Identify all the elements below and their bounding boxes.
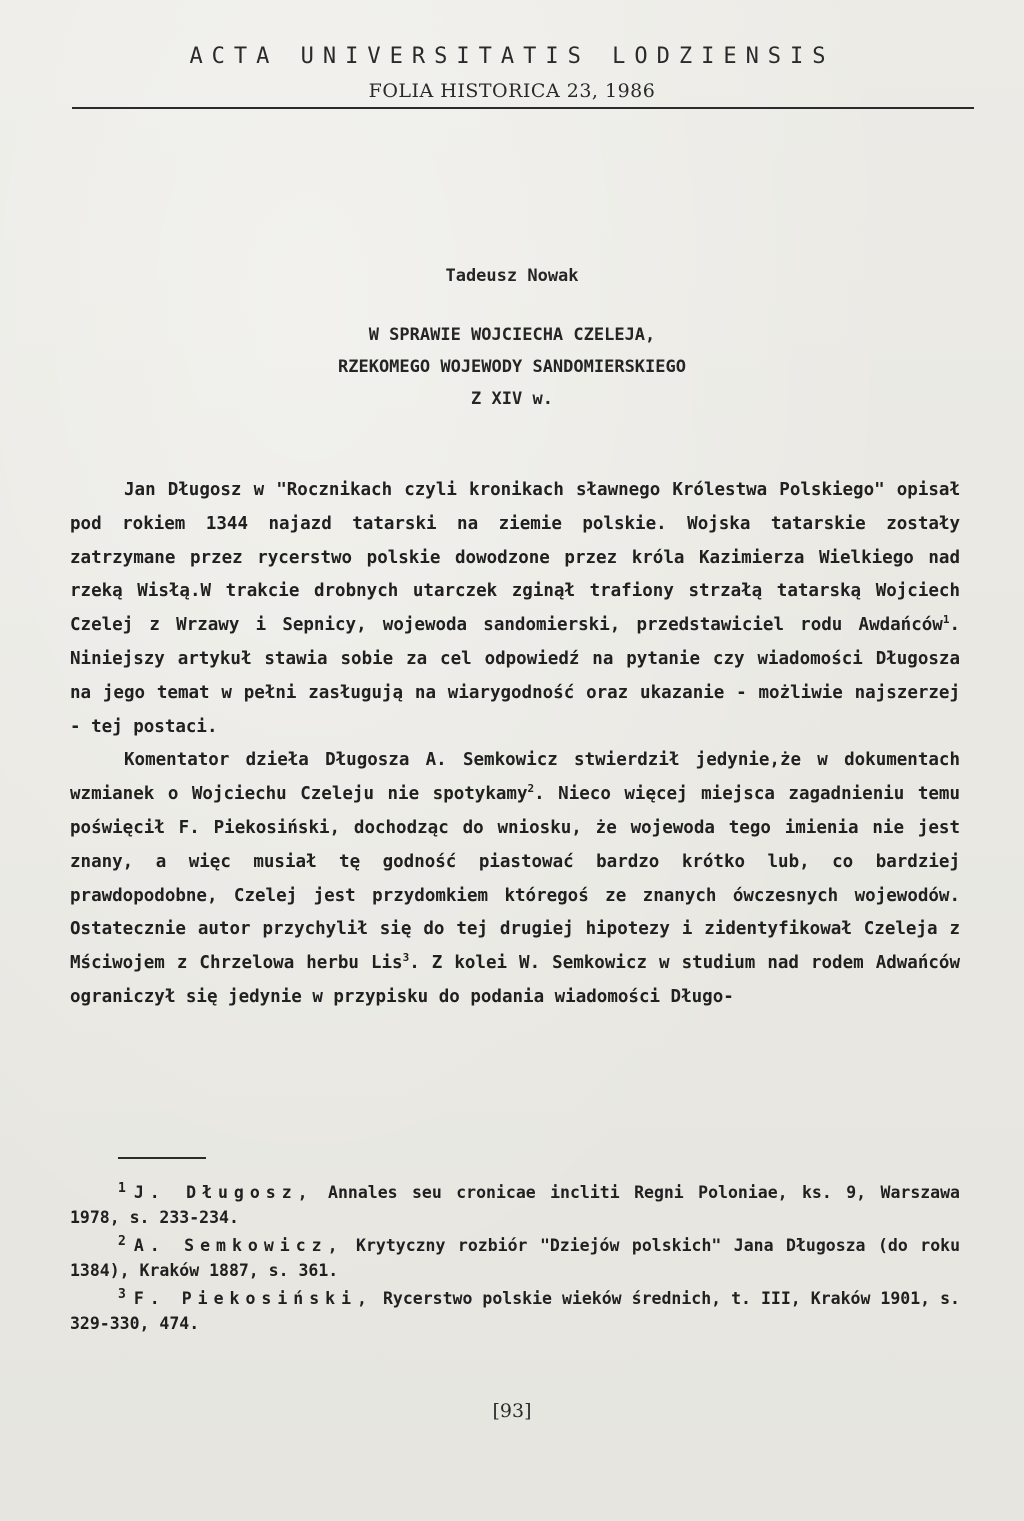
footnote-text: Krytyczny rozbiór "Dziejów polskich" Jana Długosza (do roku 1384), Kraków 1887, s. 361. bbox=[70, 1236, 961, 1280]
footnote: 1 J. Długosz, Annales seu cronicae incliti Regni Poloniae, ks. 9, Warszawa 1978, s. 233-234. bbox=[70, 1180, 960, 1227]
footnote: 3 F. Piekosiński, Rycerstwo polskie wieków średnich, t. III, Kraków 1901, s. 329-330, 474. bbox=[70, 1286, 960, 1333]
footnote-author: F. Piekosiński, bbox=[133, 1289, 373, 1308]
paragraph-text: . Z kolei W. Semkowicz w studium nad rodem Adwańców ograniczył się jedynie w przypisku do podania wiadomości Długo- bbox=[70, 953, 960, 1007]
paragraph-text: . Nieco więcej miejsca zagadnieniu temu poświęcił F. Piekosiński, dochodząc do wniosku, że wojewoda tego imienia nie jest znany, a więc musiał tę godność piastować bardzo krótko lub, co bardziej prawdopodobne, Czelej jest przydomkiem któregoś ze znanych ówczesnych wojewodów. Ostatecznie autor przychylił się do tej drugiej hipotezy i zidentyfikował Czeleja z Mściwojem z Chrzelowa herbu Lis bbox=[70, 784, 960, 974]
footnote-ref: 1 bbox=[942, 613, 950, 627]
footnote-text: Rycerstwo polskie wieków średnich, t. III, Kraków 1901, s. 329-330, 474. bbox=[70, 1289, 960, 1333]
journal-series-title: ACTA UNIVERSITATIS LODZIENSIS bbox=[189, 44, 835, 69]
paragraph-text: . Niniejszy artykuł stawia sobie za cel odpowiedź na pytanie czy wiadomości Długosza na jego temat w pełni zasługują na wiarygodność oraz ukazanie - możliwie najszerzej - tej postaci. bbox=[70, 615, 960, 737]
paragraph-text: Komentator dzieła Długosza A. Semkowicz stwierdził jedynie,że w dokumentach wzmianek o Wojciechu Czeleju nie spotykamy bbox=[70, 750, 960, 805]
paragraph bbox=[70, 474, 960, 744]
footnote-ref: 3 bbox=[402, 951, 410, 965]
article-author: Tadeusz Nowak bbox=[445, 266, 579, 286]
article-title-line: W SPRAWIE WOJCIECHA CZELEJA, bbox=[368, 325, 656, 345]
footnote-author: A. Semkowicz, bbox=[133, 1236, 344, 1255]
footnote-author: J. Długosz, bbox=[133, 1183, 314, 1202]
page-number: [93] bbox=[492, 1400, 532, 1422]
article-title-line: RZEKOMEGO WOJEWODY SANDOMIERSKIEGO bbox=[338, 357, 686, 377]
header-rule bbox=[72, 107, 974, 109]
paragraph bbox=[70, 744, 960, 1014]
journal-issue: FOLIA HISTORICA 23, 1986 bbox=[368, 80, 656, 102]
footnote-separator bbox=[118, 1157, 206, 1159]
footnote: 2 A. Semkowicz, Krytyczny rozbiór "Dziejów polskich" Jana Długosza (do roku 1384), Kraków 1887, s. 361. bbox=[70, 1233, 961, 1280]
footnote-text: Annales seu cronicae incliti Regni Poloniae, ks. 9, Warszawa 1978, s. 233-234. bbox=[70, 1183, 960, 1227]
footnotes bbox=[70, 1180, 960, 1339]
footnote-ref: 2 bbox=[527, 782, 535, 796]
paragraph-text: Jan Długosz w "Rocznikach czyli kronikach sławnego Królestwa Polskiego" opisał pod rokiem 1344 najazd tatarski na ziemie polskie. Wojska tatarskie zostały zatrzymane przez rycerstwo polskie dowodzone przez króla Kazimierza Wielkiego nad rzeką Wisłą.W trakcie drobnych utarczek zginął trafiony strzałą tatarską Wojciech Czelej z Wrzawy i Sepnicy, wojewoda sandomierski, przedstawiciel rodu Awdańców bbox=[70, 480, 960, 636]
article-title-line: Z XIV w. bbox=[471, 389, 553, 409]
article-body bbox=[70, 474, 960, 1015]
article-title bbox=[0, 319, 1024, 415]
